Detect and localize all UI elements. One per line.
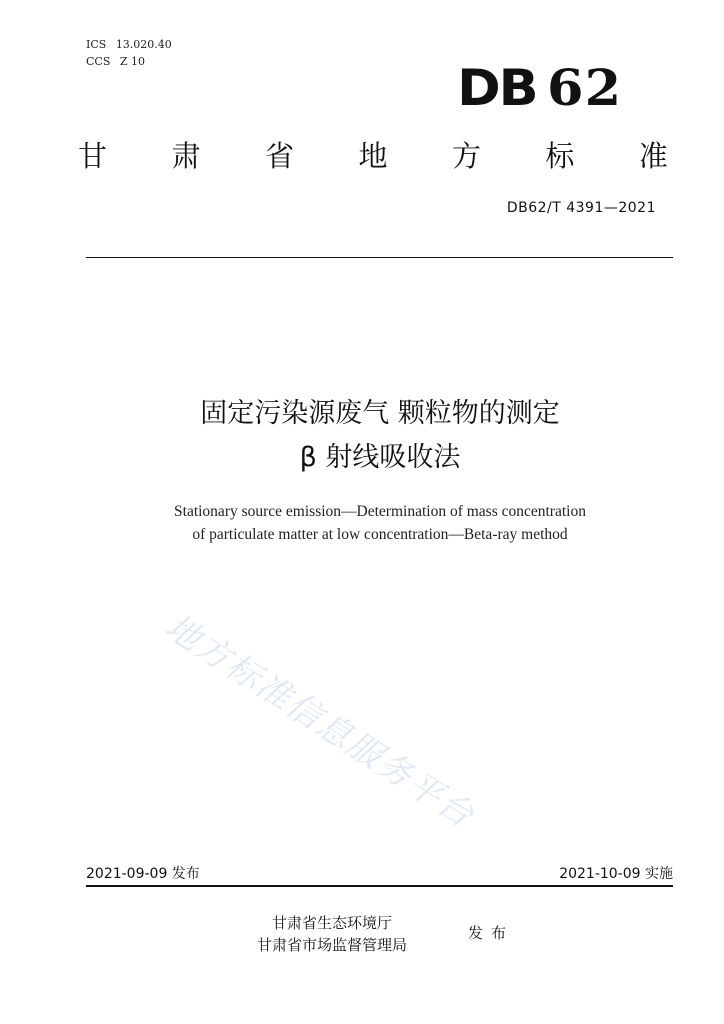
chinese-title-line1: 固定污染源废气 颗粒物的测定 [200, 398, 560, 429]
db-logo-number: 62 [546, 58, 622, 117]
implement-date: 2021-10-09 实施 [559, 866, 673, 882]
category-char: 准 [638, 139, 668, 173]
watermark: 地方标准信息服务平台 [157, 606, 482, 837]
category-char: 肃 [171, 139, 201, 173]
english-title-line1: Stationary source emission—Determination of mass concentration [174, 503, 586, 520]
bottom-divider [86, 885, 673, 887]
ics-label: ICS [86, 38, 107, 51]
standard-category [78, 138, 668, 174]
english-title [0, 500, 724, 546]
standard-number: DB62/T 4391—2021 [506, 200, 656, 216]
issue-date: 2021-09-09 发布 [86, 866, 200, 882]
category-char: 甘 [78, 139, 108, 173]
category-char: 方 [451, 139, 481, 173]
issuing-organizations [257, 912, 407, 956]
top-divider [86, 257, 673, 258]
classification-codes [86, 36, 178, 70]
issuer-ecology: 甘肃省生态环境厅 [272, 914, 393, 932]
chinese-title [0, 392, 724, 480]
chinese-title-line2: β 射线吸收法 [299, 442, 461, 473]
ccs-row [86, 53, 178, 70]
date-row [86, 865, 673, 883]
db-logo [457, 58, 622, 118]
english-title-line2: of particulate matter at low concentration—Beta-ray method [192, 526, 568, 543]
category-char: 标 [545, 139, 575, 173]
ccs-code: Z 10 [119, 55, 146, 68]
category-char: 地 [358, 139, 388, 173]
db-logo-letters: DB [456, 59, 537, 117]
ccs-label: CCS [86, 55, 111, 68]
ics-row [86, 36, 178, 53]
category-char: 省 [264, 139, 294, 173]
issuer-market: 甘肃省市场监督管理局 [257, 936, 408, 954]
publish-label: 发布 [468, 924, 515, 942]
ics-code: 13.020.40 [115, 38, 172, 51]
